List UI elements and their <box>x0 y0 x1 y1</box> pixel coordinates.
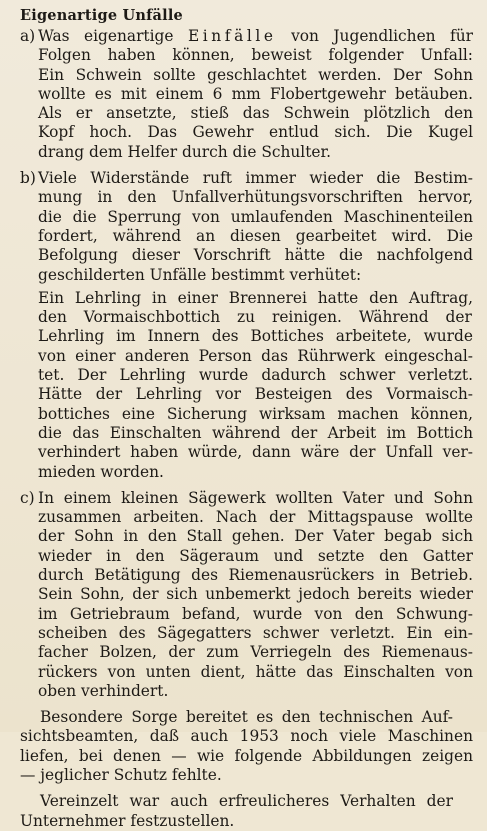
paragraph <box>20 792 473 831</box>
text-segment: Kopf hoch. Das Gewehr entlud sich. Die Kugel <box>38 123 473 142</box>
text-segment: fordert, während an diesen gearbeitet wird. Die <box>38 226 473 245</box>
paragraph <box>20 708 473 785</box>
text-segment: durch Betätigung des Riemenausrückers in Betrieb. <box>38 566 473 585</box>
text-line <box>38 85 473 104</box>
text-segment: Viele Widerstände ruft immer wieder die Bestim- <box>38 169 473 188</box>
text-segment: In einem kleinen Sägewerk wollten Vater und Sohn <box>38 488 473 507</box>
text-segment: facher Bolzen, der zum Verriegeln des Riemenaus- <box>38 643 473 662</box>
text-segment: Folgen haben können, beweist folgender Unfall: <box>38 46 473 65</box>
list-marker: a) <box>20 27 36 45</box>
text-segment: der Sohn in den Stall gehen. Der Vater begab sich <box>38 527 473 546</box>
text-segment: liefen, bei denen — wie folgende Abbildungen zeigen <box>20 746 473 765</box>
text-segment: rückers von unten dient, hätte das Einschalten von <box>38 662 473 681</box>
text-segment: mung in den Unfallverhütungsvorschriften hervor, <box>38 188 473 207</box>
text-segment: Sein Sohn, der sich unbemerkt jedoch bereits wieder <box>38 585 473 604</box>
text-line <box>20 727 473 746</box>
list-item <box>20 27 473 162</box>
article-body <box>20 27 473 831</box>
text-line <box>38 508 473 527</box>
text-line <box>20 812 473 831</box>
text-segment: Einfälle <box>187 27 277 45</box>
list-marker: c) <box>20 488 35 507</box>
text-line <box>20 708 473 727</box>
paragraph <box>38 27 473 162</box>
list-item-body <box>38 169 473 482</box>
text-line <box>38 366 473 385</box>
text-segment: Ein Lehrling in einer Brennerei hatte den Auftrag, <box>38 288 473 307</box>
text-line <box>38 682 473 701</box>
text-segment: zusammen arbeiten. Nach der Mittagspause wollte <box>38 508 473 527</box>
text-line <box>38 663 473 682</box>
item-gap <box>20 701 473 708</box>
paragraph <box>38 169 473 285</box>
text-segment: — jeglicher Schutz fehlte. <box>20 765 222 784</box>
text-segment: drang dem Helfer durch die Schulter. <box>38 142 332 161</box>
text-segment: Hätte der Lehrling vor Besteigen des Vormaisch- <box>38 385 473 404</box>
text-segment: Als er ansetzte, stieß das Schwein plötzlich den <box>38 104 473 123</box>
text-segment: oben verhindert. <box>38 681 169 700</box>
text-line <box>38 443 473 462</box>
text-line <box>20 766 473 785</box>
list-marker: b) <box>20 169 36 188</box>
list-item-body <box>38 27 473 162</box>
text-line <box>38 188 473 207</box>
text-line <box>38 66 473 85</box>
paragraph <box>38 289 473 482</box>
text-segment: die das Einschalten während der Arbeit im Bottich <box>38 423 473 442</box>
text-segment: die die Sperrung von umlaufenden Maschinenteilen <box>38 207 473 226</box>
text-segment: Unternehmer festzustellen. <box>20 811 235 830</box>
text-line <box>38 605 473 624</box>
text-line <box>38 46 473 65</box>
text-segment: Besondere Sorge bereitet es den technischen Auf- <box>40 708 453 727</box>
text-line <box>38 123 473 142</box>
text-line <box>38 227 473 246</box>
text-line <box>20 792 473 811</box>
text-segment: von einer anderen Person das Rührwerk eingeschal- <box>38 346 473 365</box>
text-line <box>38 489 473 508</box>
text-line <box>38 246 473 265</box>
list-item-body <box>38 489 473 701</box>
text-line <box>38 327 473 346</box>
text-line <box>38 405 473 424</box>
text-line <box>38 624 473 643</box>
text-line <box>38 347 473 366</box>
text-segment: Was eigenartige <box>38 27 188 45</box>
text-line <box>38 208 473 227</box>
text-line <box>38 308 473 327</box>
text-segment: Ein Schwein sollte geschlachtet werden. Der Sohn <box>38 65 473 84</box>
text-segment: Vereinzelt war auch erfreulicheres Verhalten der <box>40 792 453 811</box>
text-segment: Befolgung dieser Vorschrift hätte die nachfolgend <box>38 246 473 265</box>
text-line <box>38 424 473 443</box>
section-title: Eigenartige Unfälle <box>20 7 183 24</box>
text-segment: sichtsbeamten, daß auch 1953 noch viele Maschinen <box>20 727 473 746</box>
text-segment: scheiben des Sägegatters schwer verletzt. Ein ein- <box>38 623 473 642</box>
text-line <box>38 585 473 604</box>
text-segment: verhindert haben würde, dann wäre der Unfall ver- <box>38 443 473 462</box>
paragraph-gap <box>20 785 473 792</box>
text-line <box>38 566 473 585</box>
text-segment: geschilderten Unfälle bestimmt verhütet: <box>38 265 362 284</box>
text-segment: Lehrling im Innern des Bottiches arbeitete, wurde <box>38 327 473 346</box>
text-line <box>38 27 473 46</box>
text-segment: tet. Der Lehrling wurde dadurch schwer verletzt. <box>38 366 473 385</box>
text-line <box>38 643 473 662</box>
text-line <box>38 463 473 482</box>
text-segment: wieder in den Sägeraum und setzte den Gatter <box>38 546 473 565</box>
text-line <box>38 527 473 546</box>
text-line <box>38 143 473 162</box>
text-line <box>38 169 473 188</box>
text-line <box>20 747 473 766</box>
text-line <box>38 289 473 308</box>
list-item <box>20 169 473 482</box>
text-segment: im Getriebraum befand, wurde von den Schwung- <box>38 604 473 623</box>
text-segment: bottiches eine Sicherung wirksam machen können, <box>38 404 473 423</box>
text-line <box>38 385 473 404</box>
text-segment: mieden worden. <box>38 462 164 481</box>
item-gap <box>20 162 473 169</box>
text-segment: den Vormaischbottich zu reinigen. Während der <box>38 308 472 327</box>
text-segment: wollte es mit einem 6 mm Flobertgewehr betäuben. <box>38 84 473 103</box>
paragraph <box>38 489 473 701</box>
text-line <box>38 266 473 285</box>
text-segment: von Jugendlichen für <box>276 27 473 45</box>
list-item <box>20 489 473 701</box>
item-gap <box>20 482 473 489</box>
text-line <box>38 104 473 123</box>
text-line <box>38 547 473 566</box>
